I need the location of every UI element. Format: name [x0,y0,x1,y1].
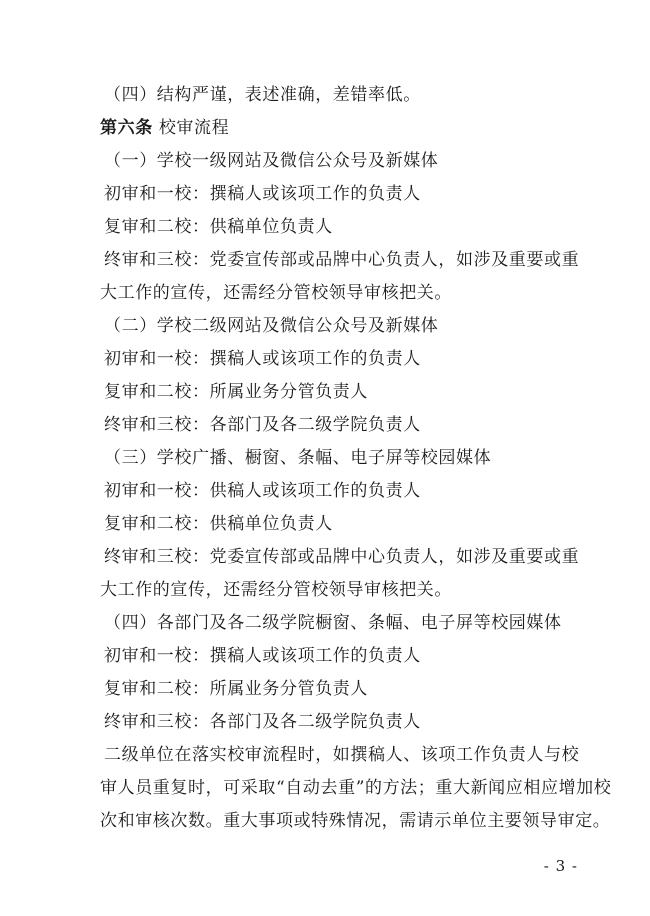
section-heading: （一）学校一级网站及微信公众号及新媒体 [104,151,439,171]
paragraph-line: 复审和二校：供稿单位负责人 [104,217,333,237]
paragraph-line: 大工作的宣传，还需经分管校领导审核把关。 [100,580,452,600]
section-heading: （三）学校广播、橱窗、条幅、电子屏等校园媒体 [104,448,492,468]
paragraph-line: 复审和二校：供稿单位负责人 [104,514,333,534]
section-heading: （二）学校二级网站及微信公众号及新媒体 [104,316,439,336]
paragraph-line: 初审和一校：供稿人或该项工作的负责人 [104,481,421,501]
paragraph-line: 审人员重复时，可采取“自动去重”的方法；重大新闻应相应增加校 [100,778,612,798]
article-heading [100,117,229,139]
paragraph-line: 初审和一校：撰稿人或该项工作的负责人 [104,646,421,666]
paragraph-line: 初审和一校：撰稿人或该项工作的负责人 [104,349,421,369]
paragraph-line: 终审和三校：党委宣传部或品牌中心负责人，如涉及重要或重 [104,547,580,567]
section-heading: （四）各部门及各二级学院橱窗、条幅、电子屏等校园媒体 [104,613,562,633]
paragraph-line: 大工作的宣传，还需经分管校领导审核把关。 [100,283,452,303]
article-title: 校审流程 [158,118,230,138]
paragraph-line: 初审和一校：撰稿人或该项工作的负责人 [104,184,421,204]
page-number: - 3 - [543,857,578,875]
paragraph-line: 二级单位在落实校审流程时，如撰稿人、该项工作负责人与校 [104,745,580,765]
paragraph-line: 复审和二校：所属业务分管负责人 [104,679,368,699]
paragraph-line: 复审和二校：所属业务分管负责人 [104,382,368,402]
paragraph-line: （四）结构严谨，表述准确，差错率低。 [104,85,421,105]
paragraph-line: 次和审核次数。重大事项或特殊情况，需请示单位主要领导审定。 [100,811,611,831]
paragraph-line: 终审和三校：各部门及各二级学院负责人 [104,415,421,435]
paragraph-line: 终审和三校：各部门及各二级学院负责人 [104,712,421,732]
article-number: 第六条 [100,118,153,138]
paragraph-line: 终审和三校：党委宣传部或品牌中心负责人，如涉及重要或重 [104,250,580,270]
